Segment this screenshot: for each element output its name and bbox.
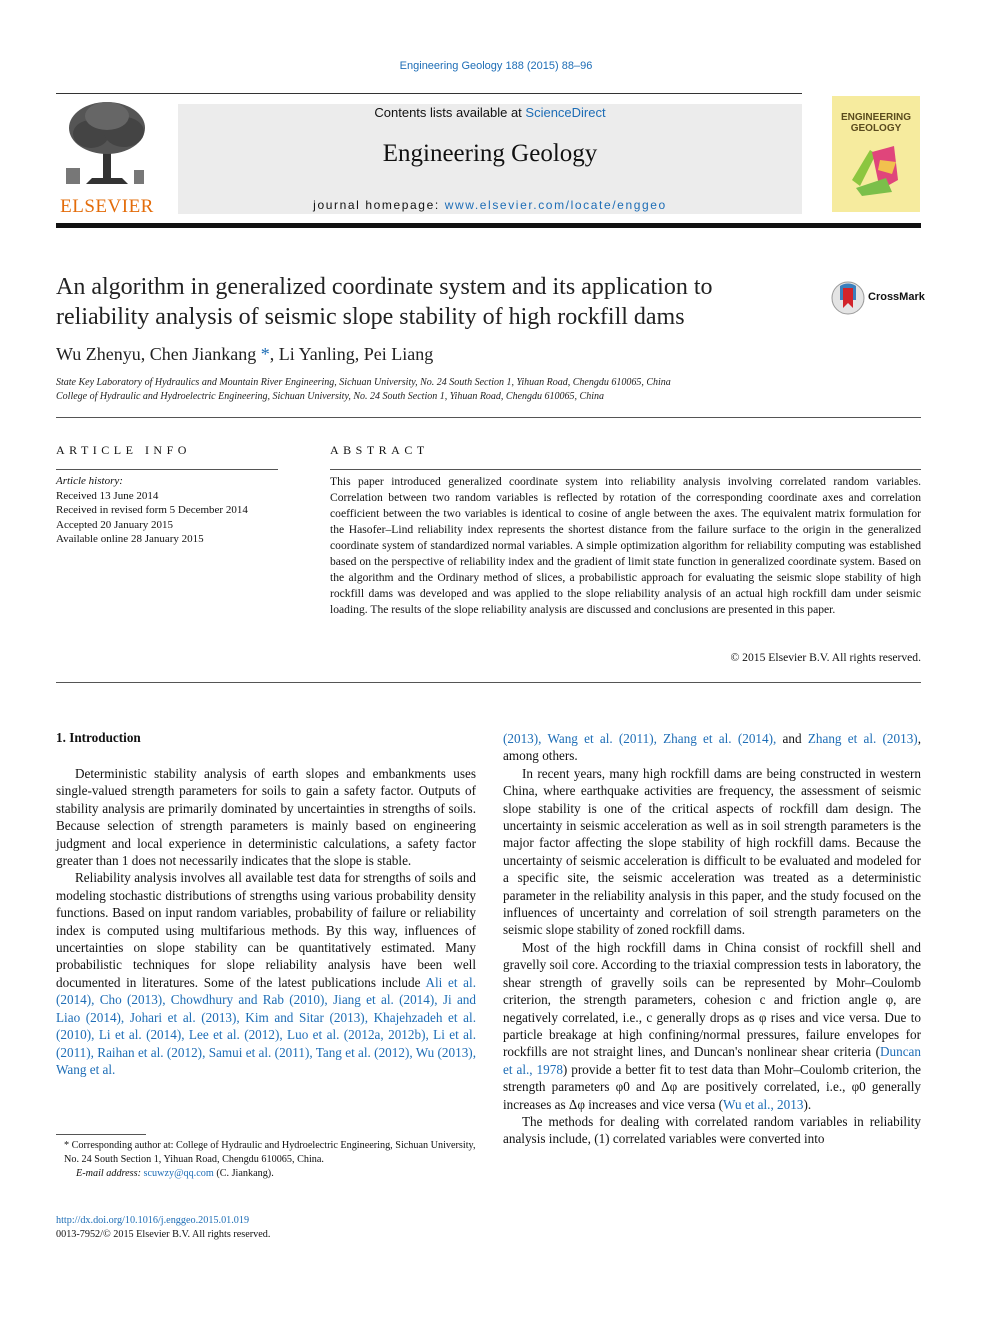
cover-title-line1: ENGINEERING <box>840 112 911 123</box>
paragraph: Deterministic stability analysis of earth slopes and embankments uses single-valued strength parameters for soils to gain a safety factor. Outputs of stability analysis are primarily dominated by uncertainties in strengths of soils. Because selection of strength parameters is mainly based on engineering judgment and local experience in deterministic calculations, a safety factor greater than 1 does not necessarily indicates that the slope is stable. <box>56 766 476 869</box>
issn-line: 0013-7952/© 2015 Elsevier B.V. All rights reserved. <box>56 1229 271 1240</box>
journal-cover[interactable] <box>832 96 920 212</box>
paragraph: In recent years, many high rockfill dams are being constructed in western China, where earthquake activities are frequency, the assessment of seismic slope stability is one of the critical aspects of rockfill dam design. The uncertainty in seismic acceleration as well as in soil strength parameters is the major factor affecting the slope stability of high rockfill dams. Because the uncertainty of seismic acceleration is difficult to be evaluated and modeled for a specific site, the seismic acceleration was treated as a deterministic parameter in the reliability analysis in this paper, and the study focused on the influences of uncertainty and correlation of soil strength parameters on the seismic slope stability of zoned rockfill dams. <box>503 765 921 938</box>
crossmark-label[interactable]: CrossMark <box>868 291 925 303</box>
footnote-text: Corresponding author at: College of Hydraulic and Hydroelectric Engineering, Sichuan University, No. 24 South Section 1, Yihuan Road, Chengdu 610065, China. <box>64 1140 476 1165</box>
email-label: E-mail address: <box>76 1168 144 1179</box>
doi-block <box>56 1214 270 1242</box>
cover-title-line2: GEOLOGY <box>850 123 902 134</box>
history-received: Received 13 June 2014 <box>56 489 159 502</box>
top-rule <box>56 93 802 94</box>
author-list <box>56 344 433 365</box>
journal-citation[interactable]: Engineering Geology 188 (2015) 88–96 <box>399 60 593 72</box>
left-column <box>56 765 476 1078</box>
article-info-heading: ARTICLE INFO <box>56 443 191 457</box>
reference-links[interactable]: Ali et al. (2014), Cho (2013), Chowdhury and Rab (2010), Jiang et al. (2014), Ji and Liao (2014), Johari et al. (2013), Kim and Sitar (2013), Khajehzadeh et al. (2010), Li et al. (2014), Lee et al. (2012), Luo et al. (2012a, 2012b), Li et al. (2011), Raihan et al. (2012), Samui et al. (2011), Tang et al. (2012), Wu (2013), Wang et al. <box>56 974 476 1077</box>
abstract-rule <box>330 469 921 470</box>
journal-homepage <box>178 198 802 212</box>
history-label: Article history: <box>56 475 123 487</box>
cover-title <box>832 112 920 134</box>
article-history <box>56 474 278 547</box>
abstract-copyright: © 2015 Elsevier B.V. All rights reserved. <box>730 651 921 664</box>
article-info-rule <box>56 469 278 470</box>
homepage-link[interactable]: www.elsevier.com/locate/enggeo <box>444 198 667 212</box>
contents-line <box>178 105 802 120</box>
section-heading-introduction: 1. Introduction <box>56 730 141 745</box>
abstract-text: This paper introduced generalized coordinate system into reliability analysis involving correlated random variables. Correlation between two random variables is reflected by rotation of the corresponding coordinate axes and correlation coefficient between the two variables is identical to cosine of angle between the axes. The equivalent matrix formulation for the Hasofer–Lind reliability index represents the shortest distance from the failure surface to the origin in the generalized coordinate system of standardized normal variables. A simple optimization algorithm for reliability computing was established based on the perspective of reliability index and the gradient of limit state function in generalized coordinate system. Based on the algorithm and the Ordinary method of slices, a probabilistic approach for evaluating the seismic slope stability of high rockfill dams was developed and was applied to the slope reliability analysis of an actual high rockfill dam under seismic loading. The results of the slope reliability analysis are discussed and conclusions are presented in this paper. <box>330 475 921 616</box>
abstract-heading: ABSTRACT <box>330 443 429 457</box>
abstract-divider <box>56 682 921 683</box>
email-owner: (C. Jiankang). <box>213 1168 274 1179</box>
paragraph-text: ) provide a better fit to test data than Mohr–Coulomb criterion, the strength parameters φ0 and Δφ are positively correlated, i.e., φ0 generally increases as Δφ increases and vice versa ( <box>503 1061 921 1112</box>
email-link[interactable]: scuwzy@qq.com <box>143 1168 214 1179</box>
email-line <box>56 1167 476 1181</box>
crossmark-icon <box>830 280 866 316</box>
footnote-rule <box>56 1134 146 1135</box>
sciencedirect-link[interactable]: ScienceDirect <box>525 105 606 120</box>
paragraph: The methods for dealing with correlated random variables in reliability analysis include, (1) correlated variables were converted into <box>503 1113 921 1147</box>
title-line-2: reliability analysis of seismic slope stability of high rockfill dams <box>56 304 685 330</box>
footnote-star: * <box>64 1140 70 1151</box>
affiliation-2: College of Hydraulic and Hydroelectric Engineering, Sichuan University, No. 24 South Section 1, Yihuan Road, Chengdu 610065, China <box>56 391 604 402</box>
header-thick-rule <box>56 223 921 228</box>
doi-link[interactable]: http://dx.doi.org/10.1016/j.enggeo.2015.01.019 <box>56 1215 250 1226</box>
title-line-1: An algorithm in generalized coordinate system and its application to <box>56 274 713 300</box>
reference-links[interactable]: (2013), Wang et al. (2011), Zhang et al. (2014), <box>503 731 777 746</box>
authors-first: Wu Zhenyu, Chen Jiankang <box>56 344 261 364</box>
paragraph-text: ). <box>803 1096 812 1112</box>
history-accepted: Accepted 20 January 2015 <box>56 518 173 531</box>
history-online: Available online 28 January 2015 <box>56 533 204 545</box>
homepage-prefix: journal homepage: <box>313 198 445 212</box>
footnote <box>56 1139 476 1181</box>
contents-prefix: Contents lists available at <box>374 105 526 120</box>
corresponding-author-marker[interactable]: * <box>260 344 270 364</box>
elsevier-wordmark: ELSEVIER <box>60 196 154 217</box>
right-column <box>503 730 921 1148</box>
history-revised: Received in revised form 5 December 2014 <box>56 504 248 516</box>
paragraph <box>56 869 476 1078</box>
reference-link[interactable]: Wu et al., 2013 <box>723 1096 804 1112</box>
article-title <box>56 272 816 332</box>
affiliation-1: State Key Laboratory of Hydraulics and Mountain River Engineering, Sichuan University, No. 24 South Section 1, Yihuan Road, Chengdu 610065, China <box>56 377 671 388</box>
paragraph-text: Reliability analysis involves all available test data for strengths of soils and modeling stochastic distributions of strengths using various probability density functions. Based on input random variables, probability of failure or reliability index is computed using multifarious methods. By this way, influences of uncertainties on slope stability can be quantitatively estimated. Many probabilistic techniques for slope reliability analysis have been well documented in literatures. Some of the latest publications include <box>56 870 476 990</box>
reference-link[interactable]: Zhang et al. (2013) <box>807 731 918 746</box>
paragraph-continued <box>503 730 921 765</box>
reference-link[interactable]: Duncan et al., 1978 <box>503 1044 921 1077</box>
journal-name: Engineering Geology <box>382 140 598 167</box>
paragraph-text: Most of the high rockfill dams in China consist of rockfill shell and gravelly soil core. According to the triaxial compression tests in laboratory, the shear strength of gravelly soils can be represented by Mohr–Coulomb criterion, the strength parameters, cohesion c and friction angle φ, are negatively correlated, i.e., c generally drops as φ rises and vice versa. Due to particle breakage at high confining/normal pressures, failure envelopes for rockfills are not straight lines, and Duncan's nonlinear shear criteria ( <box>503 939 921 1060</box>
paragraph-text: and <box>776 731 808 746</box>
cover-graphic <box>846 140 906 200</box>
authors-rest: , Li Yanling, Pei Liang <box>269 344 434 364</box>
paragraph-text: , among others. <box>503 731 921 764</box>
affiliation-divider <box>56 417 921 418</box>
paragraph <box>503 939 921 1113</box>
corresponding-author-note <box>56 1139 476 1167</box>
